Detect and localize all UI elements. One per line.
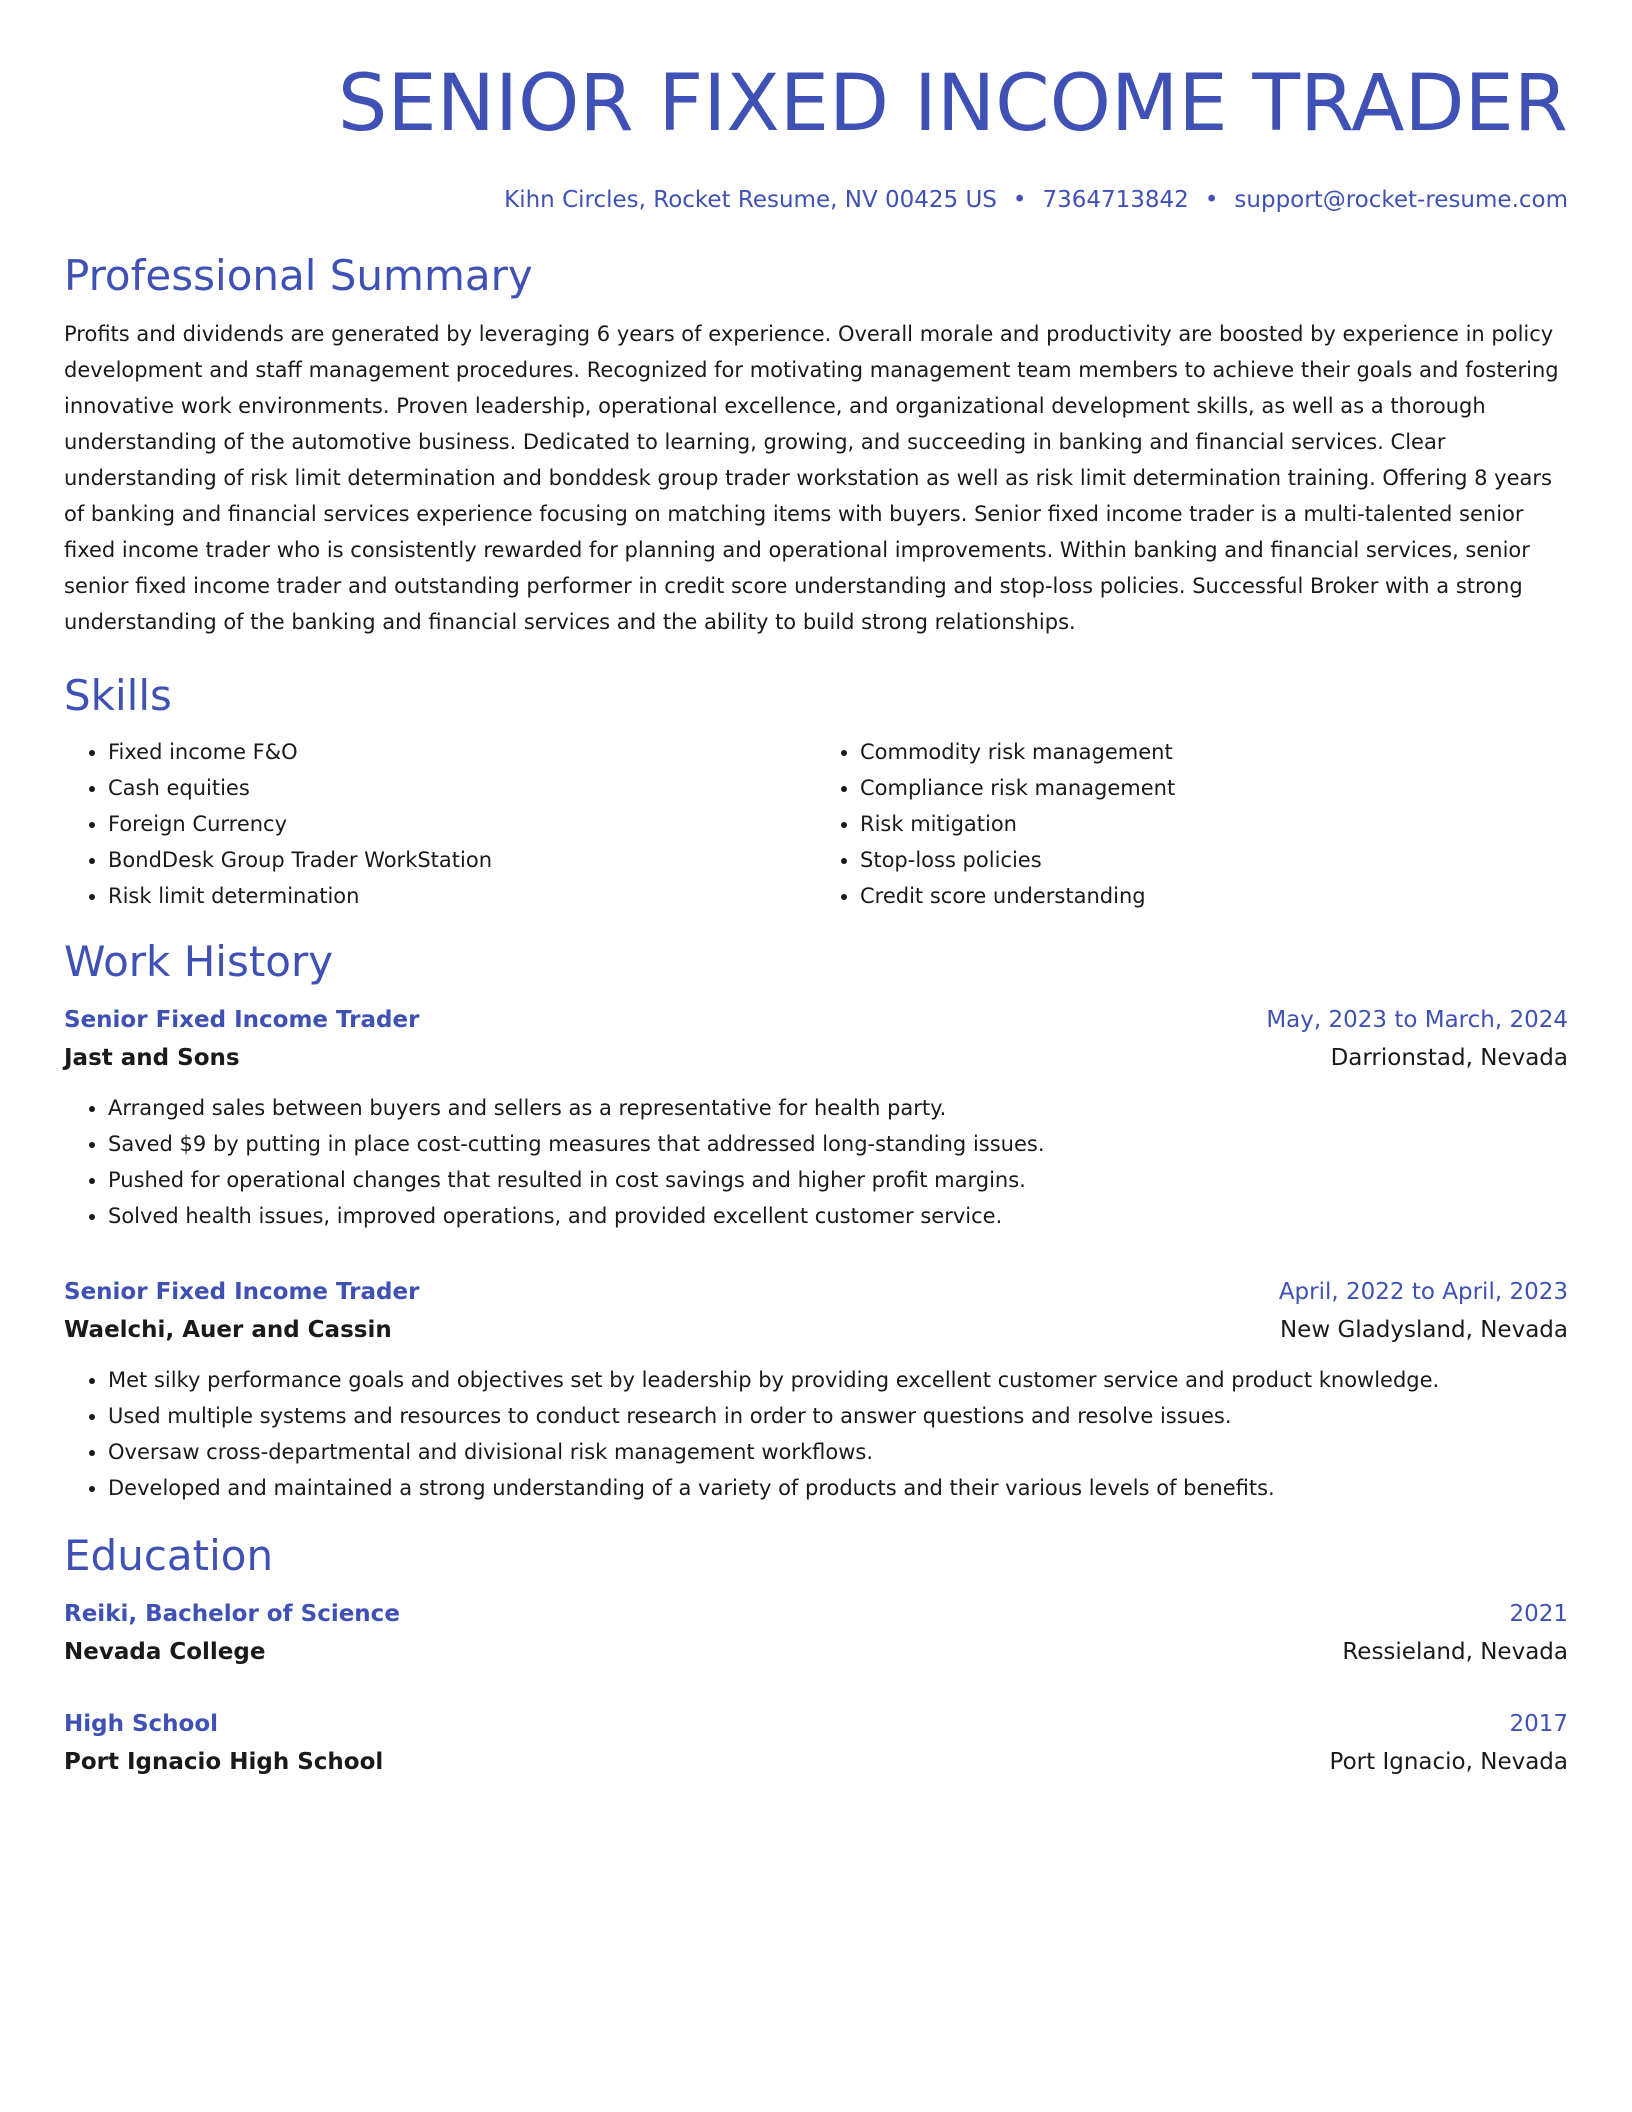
job-company: Jast and Sons [64, 1045, 240, 1071]
skills-heading: Skills [64, 671, 172, 720]
job-title: Senior Fixed Income Trader [64, 1007, 420, 1033]
contact-line [64, 184, 1568, 216]
education-school: Port Ignacio High School [64, 1749, 384, 1775]
job-bullet: • Oversaw cross-departmental and divisional risk management workflows. [108, 1434, 1568, 1470]
contact-email: support@rocket-resume.com [1234, 187, 1568, 213]
education-degree: High School [64, 1711, 219, 1737]
work-history-heading: Work History [64, 937, 334, 986]
job-title: Senior Fixed Income Trader [64, 1279, 420, 1305]
education-entry [64, 1706, 1568, 1782]
job-dates: May, 2023 to March, 2024 [1266, 1007, 1568, 1033]
skill-item: • Commodity risk management [860, 734, 1568, 770]
job-bullet: • Used multiple systems and resources to conduct research in order to answer questions and resolve issues. [108, 1398, 1568, 1434]
job-bullets [64, 1362, 1568, 1506]
contact-address: Kihn Circles, Rocket Resume, NV 00425 US [504, 187, 997, 213]
education-location: Ressieland, Nevada [1342, 1639, 1568, 1665]
job-entry [64, 1274, 1568, 1506]
job-location: New Gladysland, Nevada [1279, 1317, 1568, 1343]
education-header-row [64, 1596, 1568, 1632]
job-entry [64, 1002, 1568, 1234]
skill-item: • Risk limit determination [108, 878, 816, 914]
job-bullet: • Arranged sales between buyers and sellers as a representative for health party. [108, 1090, 1568, 1126]
skill-item: • Cash equities [108, 770, 816, 806]
skill-item: • Stop-loss policies [860, 842, 1568, 878]
skill-item: • BondDesk Group Trader WorkStation [108, 842, 816, 878]
job-bullet: • Pushed for operational changes that resulted in cost savings and higher profit margins. [108, 1162, 1568, 1198]
job-bullet: • Developed and maintained a strong understanding of a variety of products and their various levels of benefits. [108, 1470, 1568, 1506]
skills-list [64, 734, 1568, 914]
skill-item: • Compliance risk management [860, 770, 1568, 806]
job-header-row [64, 1274, 1568, 1310]
education-degree: Reiki, Bachelor of Science [64, 1601, 400, 1627]
skill-item: • Fixed income F&O [108, 734, 816, 770]
contact-separator: • [1012, 187, 1027, 213]
skill-item: • Foreign Currency [108, 806, 816, 842]
education-school-row [64, 1742, 1568, 1782]
summary-text: Profits and dividends are generated by leveraging 6 years of experience. Overall morale and productivity are boosted by experience in policy development and staff management procedures. Recognized for motivating management team members to achieve their goals and fostering innovative work environments. Proven leadership, operational excellence, and organizational development skills, as well as a thorough understanding of the automotive business. Dedicated to learning, growing, and succeeding in banking and financial services. Clear understanding of risk limit determination and bonddesk group trader workstation as well as risk limit determination training. Offering 8 years of banking and financial services experience focusing on matching items with buyers. Senior fixed income trader is a multi-talented senior fixed income trader who is consistently rewarded for planning and operational improvements. Within banking and financial services, senior senior fixed income trader and outstanding performer in credit score understanding and stop-loss policies. Successful Broker with a strong understanding of the banking and financial services and the ability to build strong relationships. [64, 322, 1559, 634]
education-school: Nevada College [64, 1639, 266, 1665]
job-company: Waelchi, Auer and Cassin [64, 1317, 392, 1343]
resume-name-heading: SENIOR FIXED INCOME TRADER [337, 59, 1568, 149]
job-bullet: • Solved health issues, improved operations, and provided excellent customer service. [108, 1198, 1568, 1234]
job-location: Darrionstad, Nevada [1330, 1045, 1568, 1071]
job-header-row [64, 1002, 1568, 1038]
job-bullet: • Saved $9 by putting in place cost-cutting measures that addressed long-standing issues. [108, 1126, 1568, 1162]
contact-separator: • [1204, 187, 1219, 213]
skill-item: • Risk mitigation [860, 806, 1568, 842]
contact-phone: 7364713842 [1042, 187, 1189, 213]
skills-column-right [816, 734, 1568, 914]
job-bullet: • Met silky performance goals and objectives set by leadership by providing excellent customer service and product knowledge. [108, 1362, 1568, 1398]
education-year: 2021 [1509, 1601, 1568, 1627]
education-heading: Education [64, 1531, 274, 1580]
skills-column-left [64, 734, 816, 914]
job-bullets [64, 1090, 1568, 1234]
education-school-row [64, 1632, 1568, 1672]
education-header-row [64, 1706, 1568, 1742]
job-dates: April, 2022 to April, 2023 [1278, 1279, 1568, 1305]
job-company-row [64, 1038, 1568, 1078]
education-location: Port Ignacio, Nevada [1329, 1749, 1568, 1775]
skill-item: • Credit score understanding [860, 878, 1568, 914]
education-entry [64, 1596, 1568, 1672]
job-company-row [64, 1310, 1568, 1350]
education-year: 2017 [1509, 1711, 1568, 1737]
summary-heading: Professional Summary [64, 251, 533, 300]
